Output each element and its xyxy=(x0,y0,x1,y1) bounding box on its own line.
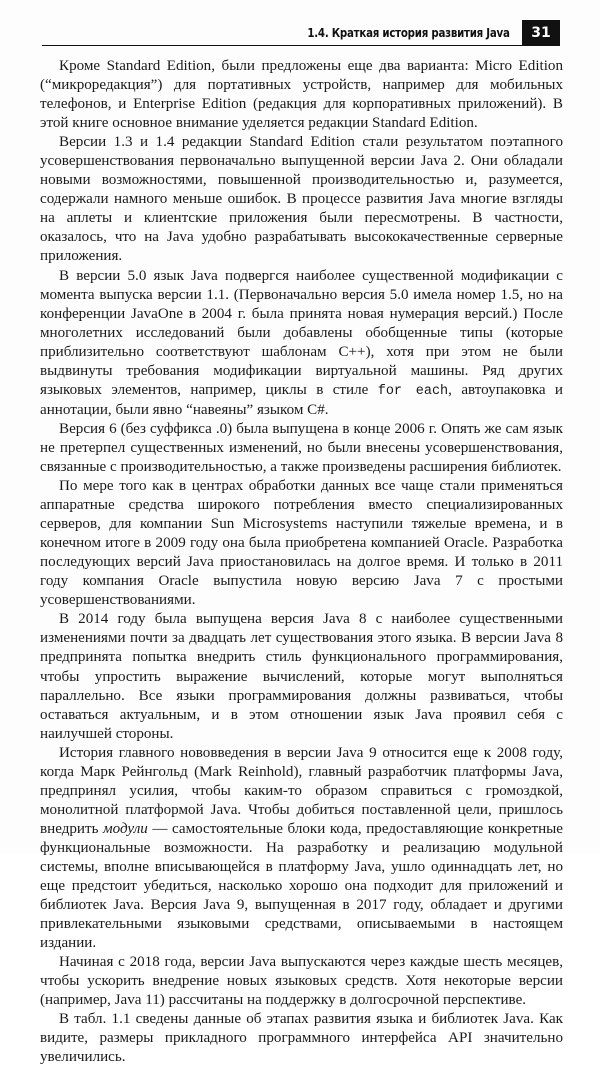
body-text xyxy=(40,57,563,1067)
paragraph: Кроме Standard Edition, были предложены еще два варианта: Micro Edition (“микроредакция”) для портативных устройств, например для мобильных телефонов, и Enterprise Edition (редакция для корпоративных приложений). В этой книге основное внимание уделяется редакции Standard Edition. xyxy=(40,58,563,132)
paragraph: Версии 1.3 и 1.4 редакции Standard Edition стали результатом поэтапного усовершенствования первоначально выпущенной версии Java 2. Они обладали новыми возможностями, повышенной производительностью и, разумеется, содержали намного меньше ошибок. В процессе развития Java многие взгляды на аплеты и клиентские приложения были пересмотрены. В частности, оказалось, что на Java удобно разрабатывать высококачественные серверные приложения. xyxy=(40,134,563,265)
paragraph xyxy=(40,267,563,420)
paragraph-text: — самостоятельные блоки кода, предоставляющие конкретные функциональные возможности. На разработку и реализацию модульной системы, вполне вписывающейся в платформу Java, ушло одиннадцать лет, но еще предстоит убедиться, насколько хорошо она подходит для приложений и библиотек Java. Версия Java 9, выпущенная в 2017 году, обладает и другими привлекательными языковыми средствами, описываемыми в настоящем издании. xyxy=(40,820,563,952)
paragraph-text: История главного нововведения в версии Java 9 относится еще к 2008 году, когда Марк Рейнгольд (Mark Reinhold), главный разработчик платформы Java, предпринял усилия, чтобы каким-то образом справиться с громоздкой, монолитной платформой Java. Чтобы добиться поставленной цели, пришлось внедрить xyxy=(40,744,563,837)
paragraph: В табл. 1.1 сведены данные об этапах развития языка и библиотек Java. Как видите, размеры прикладного программного интерфейса API значительно увеличились. xyxy=(40,1011,563,1066)
paragraph: Начиная с 2018 года, версии Java выпускаются через каждые шесть месяцев, чтобы ускорить внедрение новых языковых средств. Хотя некоторые версии (например, Java 11) рассчитаны на поддержку в долгосрочной перспективе. xyxy=(40,954,563,1009)
inline-code: for each xyxy=(377,383,449,399)
paragraph: По мере того как в центрах обработки данных все чаще стали применяться аппаратные средства широкого потребления вместо специализированных серверов, для компании Sun Microsystems наступили тяжелые времена, и в конечном итоге в 2009 году она была приобретена компанией Oracle. Разработка последующих версий Java приостановилась на долгое время. И только в 2011 году компания Oracle выпустила новую версию Java 7 с простыми усовершенствованиями. xyxy=(40,478,563,609)
paragraph-text: , автоупаковка и аннотации, были явно “навеяны” языком C#. xyxy=(40,381,563,418)
paragraph xyxy=(40,744,563,954)
paragraph: В 2014 году была выпущена версия Java 8 с наиболее существенными изменениями почти за двадцать лет существования этого языка. В версии Java 8 предпринята попытка внедрить стиль функционального программирования, чтобы упростить выражение вычислений, которые могут выполняться параллельно. Все языки программирования должны развиваться, чтобы оставаться актуальным, и в этом отношении язык Java проявил себя с наилучшей стороны. xyxy=(40,611,563,742)
emphasis-term: модули xyxy=(103,820,148,837)
paragraph: Версия 6 (без суффикса .0) была выпущена в конце 2006 г. Опять же сам язык не претерпел существенных изменений, но были внесены усовершенствования, связанные с производительностью, а также произведены расширения библиотек. xyxy=(40,420,563,475)
running-header xyxy=(42,20,560,46)
page-number: 31 xyxy=(522,20,560,45)
paragraph-text: В версии 5.0 язык Java подвергся наиболее существенной модификации с момента выпуска версии 1.1. (Первоначально версия 5.0 имела номер 1.5, но на конференции JavaOne в 2004 г. была принята новая нумерация версий.) После многолетних исследований были добавлены обобщенные типы (которые приблизительно соответствуют шаблонам C++), хотя при этом не были выдвинуты требования модификации виртуальной машины. Ряд других языковых элементов, например, циклы в стиле xyxy=(40,267,563,398)
section-title: 1.4. Краткая история развития Java xyxy=(307,25,510,40)
